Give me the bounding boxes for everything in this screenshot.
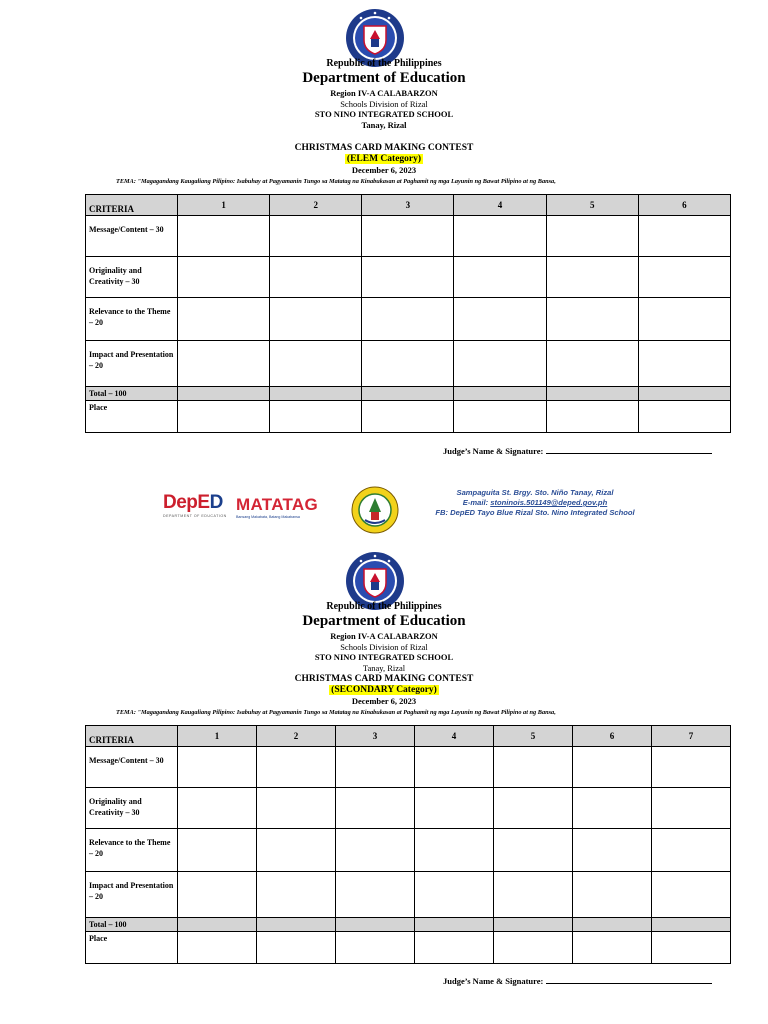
place-row <box>86 401 731 433</box>
score-cell[interactable] <box>454 341 546 387</box>
score-cell[interactable] <box>178 747 257 788</box>
criteria-header: CRITERIA <box>86 726 178 747</box>
division-line: Schools Division of Rizal <box>340 98 428 109</box>
score-cell[interactable] <box>652 932 731 964</box>
score-cell[interactable] <box>270 216 362 257</box>
column-header: 2 <box>257 726 336 747</box>
score-cell[interactable] <box>362 216 454 257</box>
criterion-label: Originality and Creativity – 30 <box>86 257 178 298</box>
column-header: 3 <box>336 726 415 747</box>
score-cell[interactable] <box>178 829 257 872</box>
category-label: (SECONDARY Category) <box>331 685 437 695</box>
score-cell[interactable] <box>638 401 730 433</box>
column-header: 5 <box>494 726 573 747</box>
score-cell[interactable] <box>415 918 494 932</box>
column-header: 6 <box>638 195 730 216</box>
score-cell[interactable] <box>494 788 573 829</box>
score-cell[interactable] <box>178 257 270 298</box>
score-cell[interactable] <box>415 872 494 918</box>
score-cell[interactable] <box>270 401 362 433</box>
score-cell[interactable] <box>652 872 731 918</box>
score-cell[interactable] <box>415 747 494 788</box>
criterion-label: Relevance to the Theme – 20 <box>86 298 178 341</box>
contest-title: CHRISTMAS CARD MAKING CONTEST <box>294 674 474 684</box>
theme-text: TEMA: "Magagandang Kaugaliang Pilipino: Isabuhay at Pagyamanin Tungo sa Matatag na Kinabukasan at Paghamit ng mga Layunin ng Bawat Pilipino at ng Bansa, <box>116 709 556 716</box>
contest-date: December 6, 2023 <box>351 696 417 706</box>
score-cell[interactable] <box>454 298 546 341</box>
score-cell[interactable] <box>178 918 257 932</box>
facebook-page: FB: DepED Tayo Blue Rizal Sto. Nino Integrated School <box>435 508 635 517</box>
score-cell[interactable] <box>257 788 336 829</box>
score-cell[interactable] <box>415 829 494 872</box>
school-info-block <box>0 631 768 673</box>
score-cell[interactable] <box>362 387 454 401</box>
score-cell[interactable] <box>546 387 638 401</box>
score-cell[interactable] <box>546 216 638 257</box>
score-cell[interactable] <box>336 788 415 829</box>
score-cell[interactable] <box>178 387 270 401</box>
score-cell[interactable] <box>178 298 270 341</box>
score-cell[interactable] <box>362 257 454 298</box>
judge-signature-field[interactable] <box>443 446 712 456</box>
score-cell[interactable] <box>257 918 336 932</box>
score-cell[interactable] <box>494 918 573 932</box>
total-row <box>86 918 731 932</box>
score-cell[interactable] <box>178 932 257 964</box>
score-cell[interactable] <box>652 918 731 932</box>
region-line: Region IV-A CALABARZON <box>330 631 438 641</box>
score-cell[interactable] <box>178 788 257 829</box>
criterion-label: Originality and Creativity – 30 <box>86 788 178 829</box>
score-cell[interactable] <box>494 872 573 918</box>
table-row <box>86 747 731 788</box>
score-cell[interactable] <box>336 872 415 918</box>
score-cell[interactable] <box>257 872 336 918</box>
score-cell[interactable] <box>638 341 730 387</box>
contest-date: December 6, 2023 <box>351 165 417 175</box>
judge-signature-label: Judge’s Name & Signature: <box>443 446 544 456</box>
column-header: 4 <box>415 726 494 747</box>
criterion-label: Impact and Presentation – 20 <box>86 872 178 918</box>
score-cell[interactable] <box>257 829 336 872</box>
category-label: (ELEM Category) <box>346 154 422 164</box>
deped-logo: DepED DEPARTMENT OF EDUCATION <box>163 492 227 518</box>
score-cell[interactable] <box>638 387 730 401</box>
score-cell[interactable] <box>546 401 638 433</box>
table-row <box>86 872 731 918</box>
score-cell[interactable] <box>257 747 336 788</box>
division-line: Schools Division of Rizal <box>340 641 428 652</box>
school-info-block <box>0 88 768 130</box>
score-cell[interactable] <box>336 829 415 872</box>
criterion-label: Message/Content – 30 <box>86 216 178 257</box>
score-cell[interactable] <box>270 257 362 298</box>
table-header-row <box>86 195 731 216</box>
score-cell[interactable] <box>573 788 652 829</box>
table-row <box>86 788 731 829</box>
column-header: 1 <box>178 195 270 216</box>
criterion-label: Relevance to the Theme – 20 <box>86 829 178 872</box>
table-header-row <box>86 726 731 747</box>
score-cell[interactable] <box>494 747 573 788</box>
score-cell[interactable] <box>638 216 730 257</box>
score-cell[interactable] <box>573 918 652 932</box>
score-cell[interactable] <box>336 747 415 788</box>
school-name: STO NINO INTEGRATED SCHOOL <box>314 652 454 663</box>
email-link[interactable]: stoninois.501149@deped.gov.ph <box>490 498 608 507</box>
republic-line: Republic of the Philippines <box>326 601 442 612</box>
criterion-label: Total – 100 <box>86 918 178 932</box>
criterion-label: Total – 100 <box>86 387 178 401</box>
score-cell[interactable] <box>362 341 454 387</box>
score-cell[interactable] <box>270 341 362 387</box>
score-cell[interactable] <box>652 747 731 788</box>
score-cell[interactable] <box>415 788 494 829</box>
scoring-table <box>85 725 731 964</box>
criterion-label: Message/Content – 30 <box>86 747 178 788</box>
score-cell[interactable] <box>638 257 730 298</box>
score-cell[interactable] <box>546 298 638 341</box>
score-cell[interactable] <box>546 257 638 298</box>
score-cell[interactable] <box>415 932 494 964</box>
score-cell[interactable] <box>454 401 546 433</box>
score-cell[interactable] <box>652 788 731 829</box>
column-header: 6 <box>573 726 652 747</box>
theme-text: TEMA: "Magagandang Kaugaliang Pilipino: Isabuhay at Pagyamanin Tungo sa Matatag na Kinabukasan at Paghamit ng mga Layunin ng Bawat Pilipino at ng Bansa, <box>116 178 556 185</box>
table-row <box>86 298 731 341</box>
school-name: STO NINO INTEGRATED SCHOOL <box>314 109 454 120</box>
score-cell[interactable] <box>573 872 652 918</box>
column-header: 3 <box>362 195 454 216</box>
table-row <box>86 829 731 872</box>
column-header: 7 <box>652 726 731 747</box>
place-row <box>86 932 731 964</box>
score-cell[interactable] <box>336 918 415 932</box>
score-cell[interactable] <box>178 341 270 387</box>
score-cell[interactable] <box>454 216 546 257</box>
department-title: Department of Education <box>302 613 466 629</box>
table-row <box>86 257 731 298</box>
score-cell[interactable] <box>257 932 336 964</box>
score-cell[interactable] <box>362 401 454 433</box>
table-row <box>86 216 731 257</box>
total-row <box>86 387 731 401</box>
contest-title: CHRISTMAS CARD MAKING CONTEST <box>294 143 474 153</box>
column-header: 5 <box>546 195 638 216</box>
school-seal-icon <box>351 486 399 534</box>
signature-line[interactable] <box>546 453 712 454</box>
score-cell[interactable] <box>494 932 573 964</box>
signature-line[interactable] <box>546 983 712 984</box>
town-line: Tanay, Rizal <box>361 119 407 130</box>
school-contact-block <box>430 488 640 518</box>
score-cell[interactable] <box>573 829 652 872</box>
region-line: Region IV-A CALABARZON <box>330 88 438 98</box>
criteria-header: CRITERIA <box>86 195 178 216</box>
criterion-label: Impact and Presentation – 20 <box>86 341 178 387</box>
score-cell[interactable] <box>178 401 270 433</box>
score-cell[interactable] <box>638 298 730 341</box>
score-cell[interactable] <box>652 829 731 872</box>
score-cell[interactable] <box>178 872 257 918</box>
republic-line: Republic of the Philippines <box>326 58 442 69</box>
score-cell[interactable] <box>362 298 454 341</box>
criterion-label: Place <box>86 401 178 433</box>
matatag-logo: MATATAG Bansang Makabata, Batang Makabansa <box>236 495 319 519</box>
score-cell[interactable] <box>454 387 546 401</box>
column-header: 4 <box>454 195 546 216</box>
scoring-table <box>85 194 731 433</box>
score-cell[interactable] <box>270 387 362 401</box>
department-title: Department of Education <box>302 70 466 86</box>
score-cell[interactable] <box>178 216 270 257</box>
email-label: E-mail: <box>462 498 489 507</box>
judge-signature-field[interactable] <box>443 976 712 986</box>
score-cell[interactable] <box>573 747 652 788</box>
column-header: 2 <box>270 195 362 216</box>
score-cell[interactable] <box>336 932 415 964</box>
score-cell[interactable] <box>546 341 638 387</box>
judge-signature-label: Judge’s Name & Signature: <box>443 976 544 986</box>
town-line: Tanay, Rizal <box>362 662 406 673</box>
table-row <box>86 341 731 387</box>
score-cell[interactable] <box>270 298 362 341</box>
score-cell[interactable] <box>454 257 546 298</box>
school-address: Sampaguita St. Brgy. Sto. Niño Tanay, Rizal <box>456 488 614 497</box>
criterion-label: Place <box>86 932 178 964</box>
score-cell[interactable] <box>573 932 652 964</box>
score-cell[interactable] <box>494 829 573 872</box>
column-header: 1 <box>178 726 257 747</box>
